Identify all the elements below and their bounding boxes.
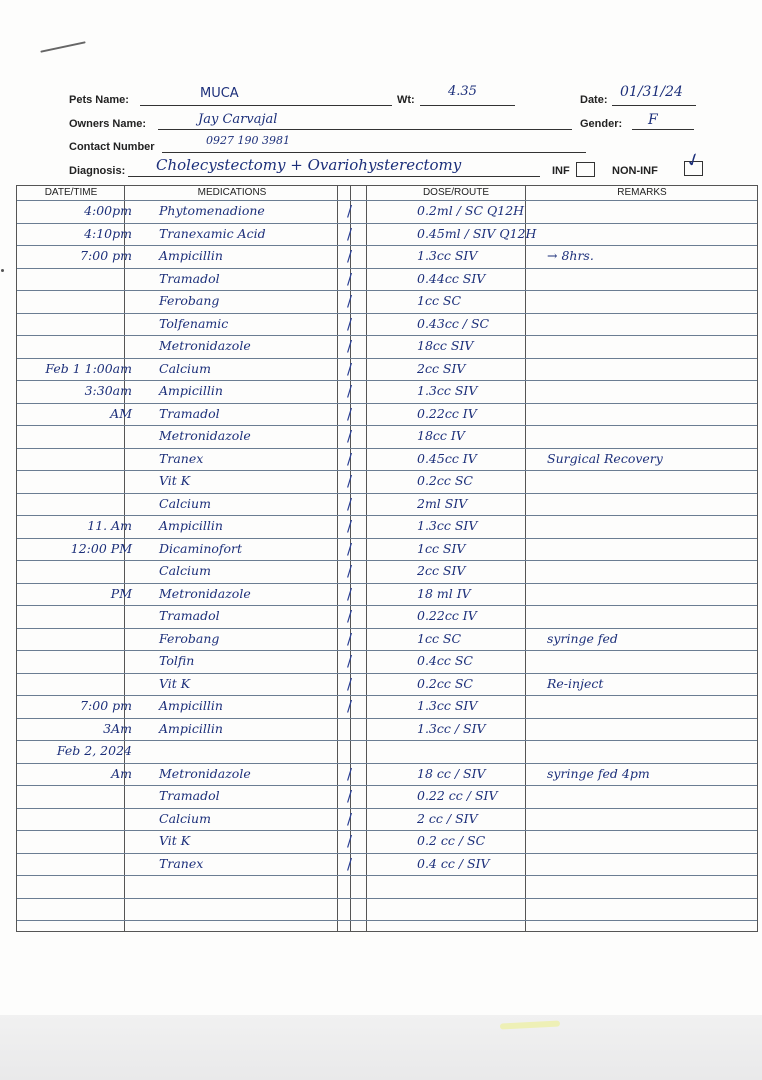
row-remarks: Surgical Recovery bbox=[547, 450, 663, 466]
row-medication: Calcium bbox=[159, 360, 211, 376]
row-datetime: PM bbox=[110, 585, 132, 601]
table-row bbox=[17, 809, 759, 832]
scan-bottom-shadow bbox=[0, 1015, 762, 1080]
table-row bbox=[17, 404, 759, 427]
owners-name-value: Jay Carvajal bbox=[198, 112, 278, 127]
row-dose-route: 1.3cc SIV bbox=[417, 383, 478, 398]
row-given-check: / bbox=[347, 382, 353, 400]
table-row bbox=[17, 831, 759, 854]
row-divider bbox=[17, 898, 757, 899]
row-divider bbox=[17, 425, 757, 426]
row-divider bbox=[17, 493, 757, 494]
row-datetime: 3:30am bbox=[84, 383, 132, 398]
row-dose-route: 1.3cc SIV bbox=[417, 248, 478, 263]
table-row bbox=[17, 494, 759, 517]
row-given-check: / bbox=[347, 472, 353, 490]
row-datetime: Am bbox=[111, 765, 132, 781]
row-medication: Ampicillin bbox=[159, 248, 223, 263]
row-given-check: / bbox=[347, 809, 353, 828]
wt-value: 4.35 bbox=[448, 84, 477, 99]
row-dose-route: 1.3cc SIV bbox=[417, 518, 478, 533]
table-row bbox=[17, 584, 759, 607]
row-dose-route: 1.3cc SIV bbox=[417, 698, 478, 713]
table-row bbox=[17, 719, 759, 742]
row-medication: Phytomenadione bbox=[159, 203, 265, 218]
owners-name-line bbox=[158, 129, 572, 130]
contact-value: 0927 190 3981 bbox=[206, 134, 290, 147]
row-given-check: / bbox=[347, 247, 353, 265]
row-dose-route: 2cc SIV bbox=[417, 563, 466, 578]
table-row bbox=[17, 696, 759, 719]
row-given-check: / bbox=[347, 562, 353, 580]
row-medication: Tramadol bbox=[159, 788, 220, 803]
row-medication: Tolfin bbox=[159, 653, 195, 668]
ink-dot bbox=[1, 269, 4, 272]
table-row bbox=[17, 516, 759, 539]
row-given-check: / bbox=[347, 652, 353, 670]
row-medication: Dicaminofort bbox=[159, 540, 243, 556]
row-medication: Tramadol bbox=[159, 405, 220, 421]
row-divider bbox=[17, 605, 757, 606]
row-given-check: / bbox=[347, 854, 353, 873]
row-dose-route: 0.43cc / SC bbox=[417, 315, 490, 331]
inf-checkbox[interactable] bbox=[576, 162, 595, 177]
table-row bbox=[17, 291, 759, 314]
row-divider bbox=[17, 785, 757, 786]
row-dose-route: 1cc SC bbox=[417, 630, 462, 646]
row-dose-route: 0.22 cc / SIV bbox=[417, 788, 498, 803]
row-dose-route: 0.22cc IV bbox=[417, 608, 477, 623]
row-dose-route: 0.4cc SC bbox=[417, 653, 473, 668]
date-line bbox=[612, 105, 696, 106]
row-given-check: / bbox=[347, 337, 353, 355]
row-medication: Metronidazole bbox=[159, 338, 251, 353]
row-divider bbox=[17, 448, 757, 449]
row-divider bbox=[17, 875, 757, 876]
row-given-check: / bbox=[347, 427, 353, 445]
row-datetime: Feb 1 1:00am bbox=[45, 360, 132, 376]
row-medication: Metronidazole bbox=[159, 765, 251, 781]
row-divider bbox=[17, 560, 757, 561]
row-dose-route: 0.2cc SC bbox=[417, 473, 473, 488]
row-dose-route: 18 ml IV bbox=[417, 585, 471, 601]
table-row bbox=[17, 201, 759, 224]
diagnosis-line bbox=[128, 176, 540, 177]
row-given-check: / bbox=[347, 224, 353, 243]
row-medication: Calcium bbox=[159, 495, 211, 511]
table-row bbox=[17, 854, 759, 877]
row-dose-route: 0.45cc IV bbox=[417, 450, 477, 466]
row-divider bbox=[17, 313, 757, 314]
pets-name-value: MUCA bbox=[200, 86, 239, 101]
row-divider bbox=[17, 290, 757, 291]
row-medication: Tranex bbox=[159, 855, 204, 871]
row-given-check: / bbox=[347, 764, 353, 783]
row-divider bbox=[17, 718, 757, 719]
table-row bbox=[17, 246, 759, 269]
row-medication: Tramadol bbox=[159, 608, 220, 623]
row-dose-route: 0.22cc IV bbox=[417, 405, 477, 421]
row-divider bbox=[17, 740, 757, 741]
table-row bbox=[17, 426, 759, 449]
pets-name-line bbox=[140, 105, 392, 106]
col-header-datetime: DATE/TIME bbox=[44, 187, 98, 198]
diagnosis-value: Cholecystectomy + Ovariohysterectomy bbox=[156, 156, 462, 174]
row-dose-route: 0.2ml / SC Q12H bbox=[417, 203, 525, 218]
treatment-table bbox=[16, 185, 758, 932]
row-datetime: AM bbox=[110, 405, 132, 421]
row-divider bbox=[17, 515, 757, 516]
gender-line bbox=[632, 129, 694, 130]
row-dose-route: 1.3cc / SIV bbox=[417, 720, 486, 736]
row-dose-route: 18 cc / SIV bbox=[417, 765, 486, 781]
row-divider bbox=[17, 583, 757, 584]
row-given-check: / bbox=[347, 832, 353, 850]
row-divider bbox=[17, 920, 757, 921]
table-row bbox=[17, 224, 759, 247]
row-dose-route: 0.44cc SIV bbox=[417, 270, 486, 286]
col-header-dose: DOSE/ROUTE bbox=[422, 187, 490, 198]
row-divider bbox=[17, 245, 757, 246]
table-row bbox=[17, 741, 759, 764]
row-medication: Ferobang bbox=[159, 630, 220, 646]
row-divider bbox=[17, 695, 757, 696]
noninf-label: NON-INF bbox=[612, 165, 658, 177]
row-remarks: Re-inject bbox=[547, 675, 604, 691]
row-divider bbox=[17, 628, 757, 629]
row-divider bbox=[17, 358, 757, 359]
row-datetime: Feb 2, 2024 bbox=[56, 743, 132, 758]
row-given-check: / bbox=[347, 292, 353, 310]
row-divider bbox=[17, 673, 757, 674]
owners-name-label: Owners Name: bbox=[69, 118, 147, 130]
row-dose-route: 1cc SC bbox=[417, 293, 462, 308]
row-given-check: / bbox=[347, 359, 353, 378]
row-remarks: syringe fed 4pm bbox=[547, 765, 650, 781]
row-given-check: / bbox=[347, 202, 353, 220]
row-medication: Calcium bbox=[159, 563, 211, 578]
table-row bbox=[17, 764, 759, 787]
noninf-check-mark: ✓ bbox=[682, 148, 705, 173]
table-row bbox=[17, 651, 759, 674]
row-divider bbox=[17, 335, 757, 336]
row-medication: Tranex bbox=[159, 450, 204, 466]
row-dose-route: 2ml SIV bbox=[417, 495, 468, 511]
date-label: Date: bbox=[580, 94, 608, 106]
pets-name-label: Pets Name: bbox=[69, 94, 129, 106]
row-datetime: 11. Am bbox=[87, 518, 132, 533]
row-divider bbox=[17, 853, 757, 854]
row-datetime: 7:00 pm bbox=[80, 248, 132, 263]
table-row bbox=[17, 786, 759, 809]
gender-value: F bbox=[648, 112, 658, 128]
row-divider bbox=[17, 650, 757, 651]
col-header-remarks: REMARKS bbox=[617, 187, 667, 198]
row-divider bbox=[17, 470, 757, 471]
row-dose-route: 2 cc / SIV bbox=[417, 810, 478, 826]
row-given-check: / bbox=[347, 494, 353, 513]
table-row bbox=[17, 674, 759, 697]
row-datetime: 7:00 pm bbox=[80, 698, 132, 713]
row-medication: Tranexamic Acid bbox=[159, 225, 266, 241]
col-header-medications: MEDICATIONS bbox=[197, 187, 267, 198]
row-medication: Ampicillin bbox=[159, 720, 223, 736]
row-medication: Ferobang bbox=[159, 293, 220, 308]
row-divider bbox=[17, 763, 757, 764]
row-medication: Vit K bbox=[159, 473, 191, 488]
row-dose-route: 0.2cc SC bbox=[417, 675, 473, 691]
row-dose-route: 0.45ml / SIV Q12H bbox=[417, 225, 537, 241]
row-dose-route: 0.2 cc / SC bbox=[417, 833, 486, 848]
row-medication: Vit K bbox=[159, 833, 191, 848]
row-given-check: / bbox=[347, 607, 353, 625]
table-row bbox=[17, 269, 759, 292]
gender-label: Gender: bbox=[580, 118, 623, 130]
row-given-check: / bbox=[347, 674, 353, 693]
row-datetime: 4:10pm bbox=[84, 225, 132, 241]
table-row bbox=[17, 359, 759, 382]
row-medication: Tramadol bbox=[159, 270, 220, 286]
wt-label: Wt: bbox=[397, 94, 415, 106]
row-given-check: / bbox=[347, 629, 353, 648]
row-divider bbox=[17, 200, 757, 201]
row-dose-route: 0.4 cc / SIV bbox=[417, 855, 490, 871]
table-row bbox=[17, 336, 759, 359]
table-row bbox=[17, 449, 759, 472]
row-given-check: / bbox=[347, 404, 353, 423]
row-dose-route: 1cc SIV bbox=[417, 540, 466, 556]
row-given-check: / bbox=[347, 449, 353, 468]
table-row bbox=[17, 539, 759, 562]
row-remarks: → 8hrs. bbox=[547, 248, 594, 263]
table-row bbox=[17, 381, 759, 404]
contact-label: Contact Number bbox=[69, 141, 155, 153]
row-medication: Ampicillin bbox=[159, 698, 223, 713]
row-dose-route: 2cc SIV bbox=[417, 360, 466, 376]
date-value: 01/31/24 bbox=[620, 84, 683, 100]
pen-stroke-mark bbox=[40, 41, 85, 53]
row-divider bbox=[17, 538, 757, 539]
table-row bbox=[17, 606, 759, 629]
row-datetime: 12:00 PM bbox=[70, 540, 132, 556]
row-medication: Vit K bbox=[159, 675, 191, 691]
row-dose-route: 18cc IV bbox=[417, 428, 465, 443]
row-dose-route: 18cc SIV bbox=[417, 338, 474, 353]
row-remarks: syringe fed bbox=[547, 630, 618, 646]
row-medication: Ampicillin bbox=[159, 383, 223, 398]
row-given-check: / bbox=[347, 314, 353, 333]
row-datetime: 3Am bbox=[103, 720, 132, 736]
table-row bbox=[17, 471, 759, 494]
inf-label: INF bbox=[552, 165, 570, 177]
table-row bbox=[17, 561, 759, 584]
row-given-check: / bbox=[347, 269, 353, 288]
row-datetime: 4:00pm bbox=[84, 203, 132, 218]
table-row bbox=[17, 899, 759, 922]
row-given-check: / bbox=[347, 697, 353, 715]
row-divider bbox=[17, 403, 757, 404]
diagnosis-label: Diagnosis: bbox=[69, 165, 126, 177]
table-row bbox=[17, 629, 759, 652]
row-given-check: / bbox=[347, 539, 353, 558]
row-divider bbox=[17, 380, 757, 381]
contact-line bbox=[162, 152, 586, 153]
row-medication: Ampicillin bbox=[159, 518, 223, 533]
row-given-check: / bbox=[347, 787, 353, 805]
row-divider bbox=[17, 223, 757, 224]
row-medication: Metronidazole bbox=[159, 585, 251, 601]
row-medication: Calcium bbox=[159, 810, 211, 826]
row-given-check: / bbox=[347, 584, 353, 603]
row-divider bbox=[17, 808, 757, 809]
row-medication: Metronidazole bbox=[159, 428, 251, 443]
wt-line bbox=[420, 105, 515, 106]
row-medication: Tolfenamic bbox=[159, 315, 229, 331]
row-divider bbox=[17, 830, 757, 831]
row-divider bbox=[17, 268, 757, 269]
table-row bbox=[17, 876, 759, 899]
row-given-check: / bbox=[347, 517, 353, 535]
table-row bbox=[17, 314, 759, 337]
